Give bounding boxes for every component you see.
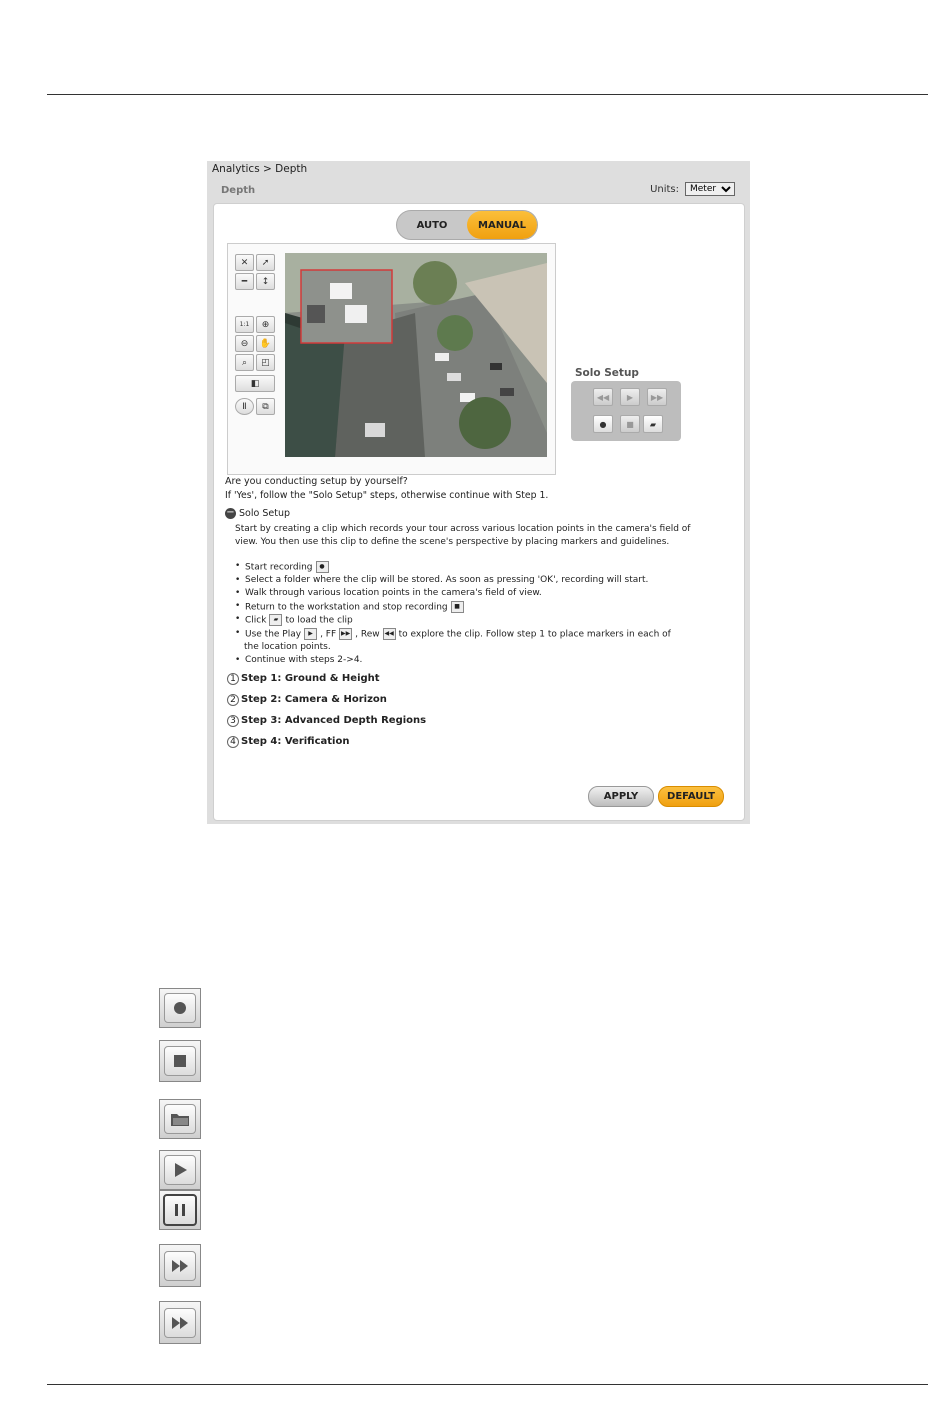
mode-toggle[interactable]	[396, 210, 538, 240]
snapshot-icon[interactable]: ⧉	[256, 398, 275, 415]
breadcrumb: Analytics > Depth	[212, 163, 308, 175]
solo-setup-controls	[571, 381, 681, 441]
step-2-link[interactable]: 2 Step 2: Camera & Horizon	[227, 694, 387, 706]
folder-icon: ▰	[269, 614, 282, 626]
solo-intro: Start by creating a clip which records your tour across various location points in the camera's field of view. You then use this clip to define the scene's perspective by placing markers and guidelines.	[235, 524, 691, 547]
stop-icon[interactable]: ■	[620, 415, 640, 433]
default-button[interactable]: DEFAULT	[658, 786, 724, 807]
video-viewer	[227, 243, 556, 475]
setup-question: Are you conducting setup by yourself?	[225, 476, 408, 487]
record-icon[interactable]: ●	[593, 415, 613, 433]
fast-forward-icon	[159, 1244, 201, 1287]
play-icon	[159, 1150, 201, 1190]
camera-video	[285, 253, 547, 457]
zoom-in-icon[interactable]: ⊕	[256, 316, 275, 333]
rewind-icon[interactable]: ◀◀	[593, 388, 613, 406]
play-icon[interactable]: ▶	[620, 388, 640, 406]
step-4-link[interactable]: 4 Step 4: Verification	[227, 736, 349, 748]
step-3-link[interactable]: 3 Step 3: Advanced Depth Regions	[227, 715, 426, 727]
play-icon: ▶	[304, 628, 317, 640]
step-1-link[interactable]: 1 Step 1: Ground & Height	[227, 673, 380, 685]
folder-icon	[159, 1099, 201, 1139]
list-item: • Use the Play ▶ , FF ▶▶ , Rew ◀◀ to explore the clip. Follow step 1 to place markers in each of	[245, 628, 671, 640]
list-item: • Click ▰ to load the clip	[245, 614, 353, 626]
zoom-out-icon[interactable]: ⊖	[235, 335, 254, 352]
pause-icon[interactable]: Ⅱ	[235, 398, 254, 415]
stop-icon: ■	[451, 601, 464, 613]
list-item: • Start recording ●	[245, 561, 332, 573]
apply-button[interactable]: APPLY	[588, 786, 654, 807]
rewind-icon: ◀◀	[383, 628, 396, 640]
solo-setup-title: Solo Setup	[575, 367, 639, 379]
folder-icon[interactable]: ▰	[643, 415, 663, 433]
list-item: • Return to the workstation and stop recording ■	[245, 601, 467, 613]
ruler-icon[interactable]: ━	[235, 273, 254, 290]
collapse-icon: −	[226, 507, 235, 518]
manual-option[interactable]: MANUAL	[467, 211, 537, 239]
fit-icon[interactable]: ◰	[256, 354, 275, 371]
record-icon	[159, 988, 201, 1028]
list-item: • Continue with steps 2->4.	[245, 655, 362, 665]
search-icon[interactable]: ⌕	[235, 354, 254, 371]
solo-section-header: Solo Setup	[239, 508, 290, 519]
stop-icon	[159, 1040, 201, 1082]
list-item-continuation: the location points.	[244, 642, 331, 652]
units-select[interactable]	[685, 182, 735, 196]
bottom-rule	[47, 1384, 928, 1385]
units-label: Units:	[650, 183, 679, 195]
street-scene-image	[285, 253, 547, 457]
solo-section-toggle[interactable]	[225, 508, 290, 519]
actual-size-icon[interactable]: 1:1	[235, 316, 254, 333]
units-control	[650, 182, 735, 196]
list-item: • Select a folder where the clip will be stored. As soon as pressing 'OK', recording will start.	[245, 575, 648, 585]
list-item: • Walk through various location points in the camera's field of view.	[245, 588, 542, 598]
main-panel	[213, 203, 745, 821]
delete-icon[interactable]: ✕	[235, 254, 254, 271]
depth-screenshot	[207, 161, 750, 824]
hand-icon[interactable]: ✋	[256, 335, 275, 352]
rewind-icon	[159, 1301, 201, 1344]
brightness-icon[interactable]: ◧	[235, 375, 275, 392]
fast-forward-icon: ▶▶	[339, 628, 352, 640]
setup-instruction: If 'Yes', follow the "Solo Setup" steps, otherwise continue with Step 1.	[225, 490, 549, 501]
top-rule	[47, 94, 928, 95]
pointer-icon[interactable]: ➚	[256, 254, 275, 271]
auto-option[interactable]: AUTO	[416, 219, 448, 231]
fast-forward-icon[interactable]: ▶▶	[647, 388, 667, 406]
height-icon[interactable]: ↕	[256, 273, 275, 290]
pause-icon	[159, 1190, 201, 1230]
section-title: Depth	[221, 185, 256, 196]
record-icon: ●	[316, 561, 329, 573]
